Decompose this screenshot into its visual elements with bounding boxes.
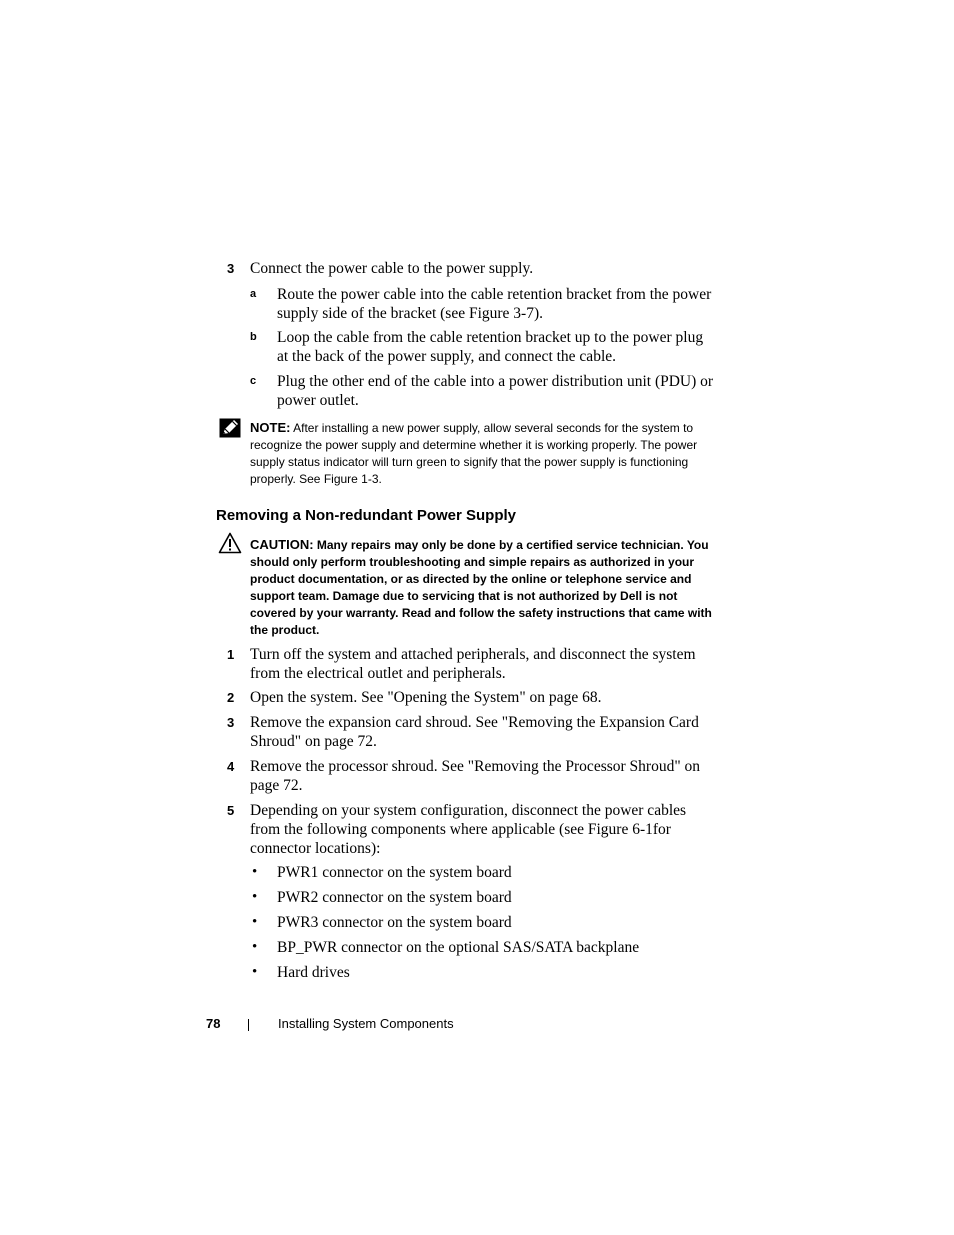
note — [250, 419, 716, 488]
section-heading: Removing a Non-redundant Power Supply — [216, 507, 517, 524]
substep-letter: a — [250, 288, 257, 300]
step-number: 3 — [227, 261, 235, 276]
step-number: 1 — [227, 647, 235, 662]
note-text: After installing a new power supply, allow several seconds for the system to recognize the power supply and determine whether it is working properly. The power supply status indicator will turn green to signify that the power supply is functioning properly. See Figure 1-3. — [250, 421, 698, 486]
list-item: BP_PWR connector on the optional SAS/SATA backplane — [277, 939, 640, 956]
pencil-note-icon — [219, 418, 241, 438]
step-number: 5 — [227, 803, 235, 818]
caution — [250, 536, 716, 639]
step-number: 2 — [227, 690, 235, 705]
bullet-icon: • — [252, 964, 258, 980]
note-label: NOTE: — [250, 420, 291, 435]
step-text: Remove the processor shroud. See "Removing the Processor Shroud" on page 72. — [250, 758, 701, 794]
list-item: PWR3 connector on the system board — [277, 914, 512, 931]
step-number: 4 — [227, 759, 235, 774]
list-item: PWR2 connector on the system board — [277, 889, 512, 906]
bullet-icon: • — [252, 864, 258, 880]
bullet-icon: • — [252, 914, 258, 930]
caution-label: CAUTION: — [250, 537, 314, 552]
step-text: Remove the expansion card shroud. See "Removing the Expansion Card Shroud" on page 72. — [250, 714, 699, 750]
bullet-icon: • — [252, 889, 258, 905]
substep-text: Route the power cable into the cable retention bracket from the power supply side of the bracket (see Figure 3-7). — [277, 286, 712, 322]
substep-letter: b — [250, 331, 257, 343]
substep-text: Plug the other end of the cable into a power distribution unit (PDU) or power outlet. — [277, 373, 714, 409]
substep-letter: c — [250, 375, 257, 387]
step-text: Depending on your system configuration, disconnect the power cables from the following components where applicable (see Figure 6-1for connector locations): — [250, 802, 687, 857]
caution-text: Many repairs may only be done by a certified service technician. You should only perform troubleshooting and simple repairs as authorized in your product documentation, or as directed by the online or telephone service and support team. Damage due to servicing that is not authorized by Dell is not covered by your warranty. Read and follow the safety instructions that came with the product. — [250, 538, 712, 637]
footer-title: Installing System Components — [278, 1016, 454, 1031]
footer-divider — [248, 1019, 249, 1031]
step-text: Open the system. See "Opening the System" on page 68. — [250, 689, 602, 706]
substep-text: Loop the cable from the cable retention bracket up to the power plug at the back of the power supply, and connect the cable. — [277, 329, 704, 365]
list-item: PWR1 connector on the system board — [277, 864, 512, 881]
step-number: 3 — [227, 715, 235, 730]
bullet-icon: • — [252, 939, 258, 955]
step-text: Turn off the system and attached peripherals, and disconnect the system from the electrical outlet and peripherals. — [250, 646, 696, 682]
step-text: Connect the power cable to the power supply. — [250, 260, 534, 277]
warning-triangle-icon — [218, 532, 242, 554]
list-item: Hard drives — [277, 964, 350, 981]
page-number: 78 — [206, 1016, 221, 1031]
